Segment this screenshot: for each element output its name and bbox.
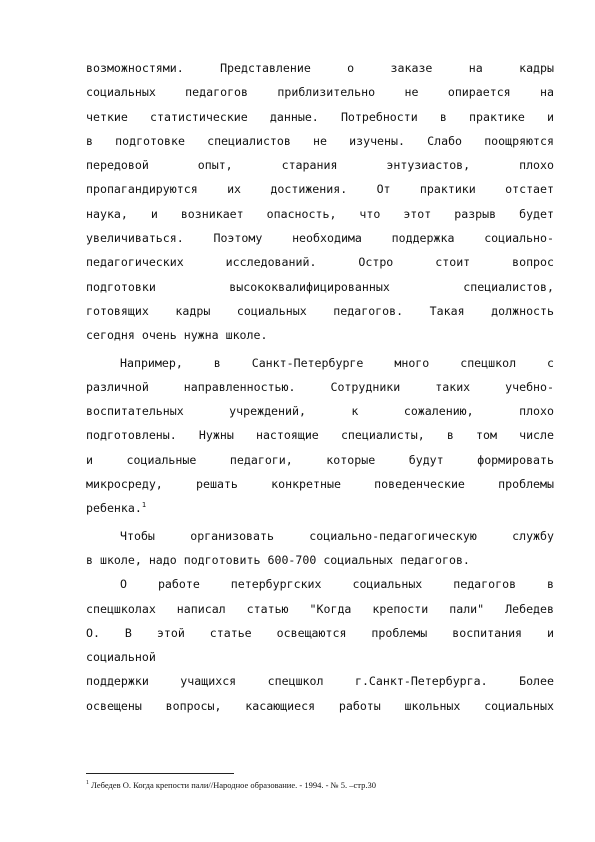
footnote [86, 780, 556, 791]
text-line: в подготовке специалистов не изучены. Слабо поощряются [86, 133, 554, 148]
text-line: передовой опыт, старания энтузиастов, плохо [86, 158, 554, 173]
text-line: подготовки высококвалифицированных специалистов, [86, 279, 554, 294]
text-line: микросреду, решать конкретные поведенческие проблемы [86, 477, 554, 492]
text-line: готовящих кадры социальных педагогов. Такая должность [86, 303, 554, 318]
footnote-reference[interactable]: 1 [141, 501, 147, 510]
text-line: и социальные педагоги, которые будут формировать [86, 452, 554, 467]
text-line: пропагандируются их достижения. От практики отстает [86, 182, 554, 197]
body-text [86, 56, 554, 718]
footnote-separator [86, 773, 234, 774]
text-line: социальных педагогов приблизительно не опирается на [86, 85, 554, 100]
text-line: различной направленностью. Сотрудники таких учебно- [86, 379, 554, 394]
paragraph-2 [86, 351, 554, 521]
text-line: Чтобы организовать социально-педагогическую службу [120, 528, 554, 543]
text-line: О работе петербургских социальных педагогов в [120, 577, 554, 592]
paragraph-3 [86, 524, 554, 573]
text-line: педагогических исследований. Остро стоит вопрос [86, 255, 554, 270]
text-line-content: ребенка. [86, 501, 142, 516]
text-line: воспитательных учреждений, к сожалению, плохо [86, 404, 554, 419]
text-line: подготовлены. Нужны настоящие специалисты, в том числе [86, 428, 554, 443]
paragraph-1 [86, 56, 554, 348]
text-line [86, 496, 554, 520]
text-line: наука, и возникает опасность, что этот разрыв будет [86, 206, 554, 221]
text-line: увеличиваться. Поэтому необходима поддержка социально- [86, 231, 554, 246]
text-line: О. В этой статье освещаются проблемы воспитания и [86, 625, 554, 640]
text-line: сегодня очень нужна школе. [86, 328, 268, 343]
text-line: социальной [86, 650, 156, 665]
text-line: четкие статистические данные. Потребности в практике и [86, 109, 554, 124]
text-line: возможностями. Представление о заказе на кадры [86, 61, 554, 75]
footnote-text: Лебедев О. Когда крепости пали//Народное образование. - 1994. - № 5. –стр.30 [89, 780, 376, 790]
footnote-number: 1 [86, 780, 89, 787]
text-line: спецшколах написал статью "Когда крепости пали" Лебедев [86, 601, 554, 616]
text-line: в школе, надо подготовить 600-700 социальных педагогов. [86, 552, 470, 567]
text-line: освещены вопросы, касающиеся работы школьных социальных [86, 698, 554, 713]
text-line: поддержки учащихся спецшкол г.Санкт-Петербурга. Более [86, 674, 554, 689]
text-line: Например, в Санкт-Петербурге много спецшкол с [120, 355, 554, 370]
paragraph-4 [86, 572, 554, 718]
